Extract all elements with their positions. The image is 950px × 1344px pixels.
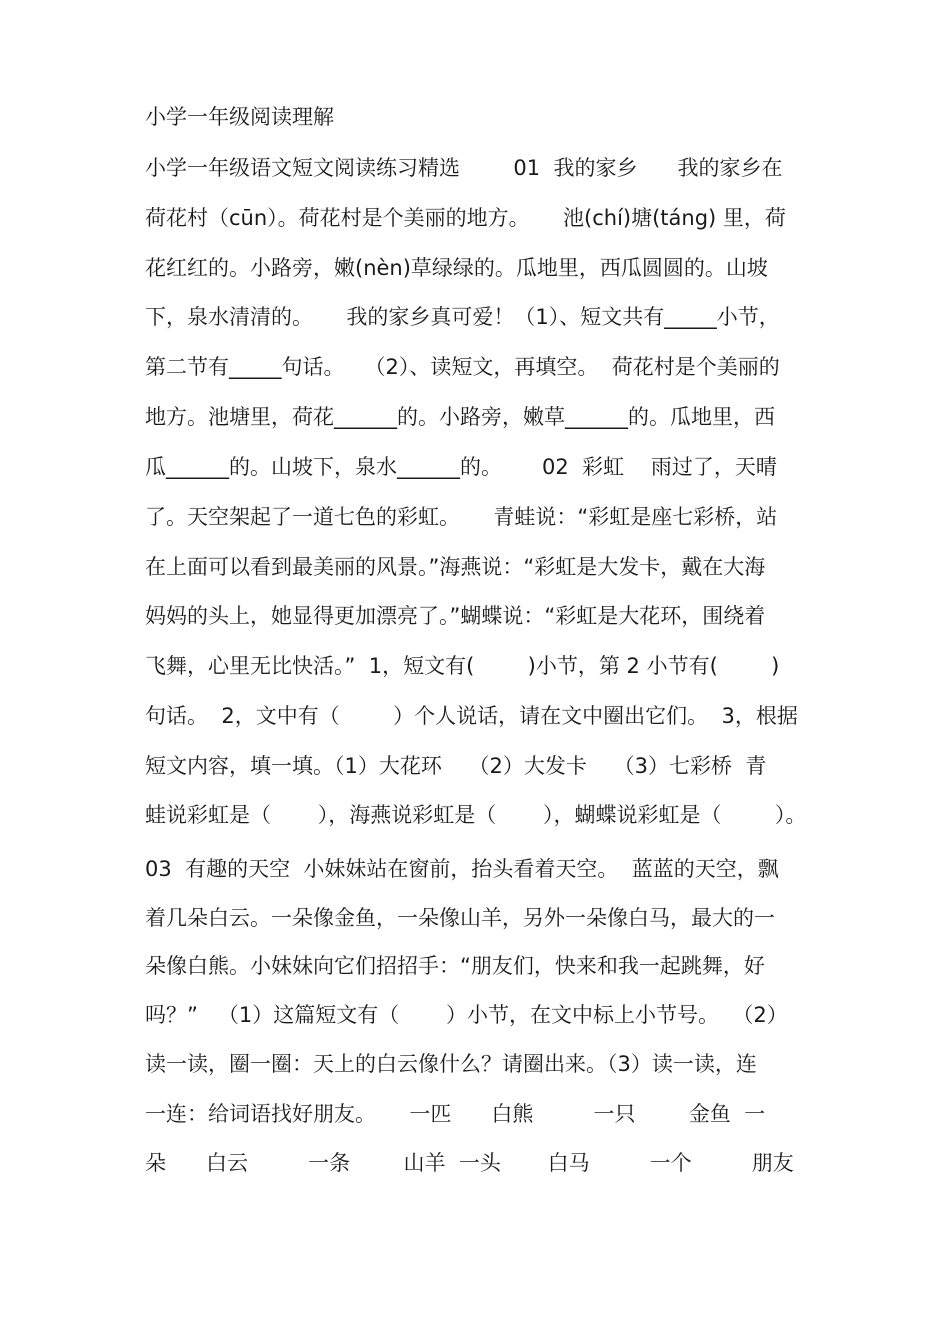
text-line: 一连：给词语找好朋友。 一匹 白熊 一只 金鱼 一 bbox=[145, 1102, 766, 1126]
text-line: 蛙说彩虹是（ ），海燕说彩虹是（ ），蝴蝶说彩虹是（ ）。 bbox=[145, 803, 807, 827]
text-line: 在上面可以看到最美丽的风景。”海燕说：“彩虹是大发卡，戴在大海 bbox=[145, 555, 766, 579]
text-line: 了。天空架起了一道七色的彩虹。 青蛙说：“彩虹是座七彩桥，站 bbox=[145, 505, 778, 529]
text-line: 句话。 2，文中有（ ）个人说话，请在文中圈出它们。 3，根据 bbox=[145, 704, 798, 728]
text-line: 地方。池塘里，荷花______的。小路旁，嫩草______的。瓜地里，西 bbox=[145, 405, 775, 429]
text-line: 妈妈的头上，她显得更加漂亮了。”蝴蝶说：“彩虹是大花环，围绕着 bbox=[145, 604, 766, 628]
text-line: 短文内容，填一填。（1）大花环 （2）大发卡 （3）七彩桥 青 bbox=[145, 754, 767, 778]
text-line: 第二节有_____句话。 （2）、读短文，再填空。 荷花村是个美丽的 bbox=[145, 355, 780, 379]
text-line: 荷花村（cūn）。荷花村是个美丽的地方。 池(chí)塘(táng) 里，荷 bbox=[145, 206, 786, 230]
text-line: 朵像白熊。小妹妹向它们招招手：“朋友们，快来和我一起跳舞，好 bbox=[145, 954, 765, 978]
text-line: 读一读，圈一圈：天上的白云像什么？请圈出来。（3）读一读，连 bbox=[145, 1052, 757, 1076]
text-line: 03 有趣的天空 小妹妹站在窗前，抬头看着天空。 蓝蓝的天空，飘 bbox=[145, 857, 779, 881]
text-line: 着几朵白云。一朵像金鱼，一朵像山羊，另外一朵像白马，最大的一 bbox=[145, 906, 775, 930]
text-line: 朵 白云 一条 山羊 一头 白马 一个 朋友 bbox=[145, 1151, 794, 1175]
text-line: 飞舞，心里无比快活。” 1，短文有( )小节，第 2 小节有( ) bbox=[145, 654, 780, 678]
text-line: 花红红的。小路旁，嫩(nèn)草绿绿的。瓜地里，西瓜圆圆的。山坡 bbox=[145, 256, 768, 280]
text-line: 吗？” （1）这篇短文有（ ）小节，在文中标上小节号。 （2） bbox=[145, 1003, 788, 1027]
text-line: 瓜______的。山坡下，泉水______的。 02 彩虹 雨过了，天晴 bbox=[145, 455, 777, 479]
text-line: 小学一年级语文短文阅读练习精选 01 我的家乡 我的家乡在 bbox=[145, 156, 783, 180]
text-line: 下，泉水清清的。 我的家乡真可爱！（1）、短文共有_____小节， bbox=[145, 305, 780, 329]
document-title: 小学一年级阅读理解 bbox=[145, 105, 334, 129]
